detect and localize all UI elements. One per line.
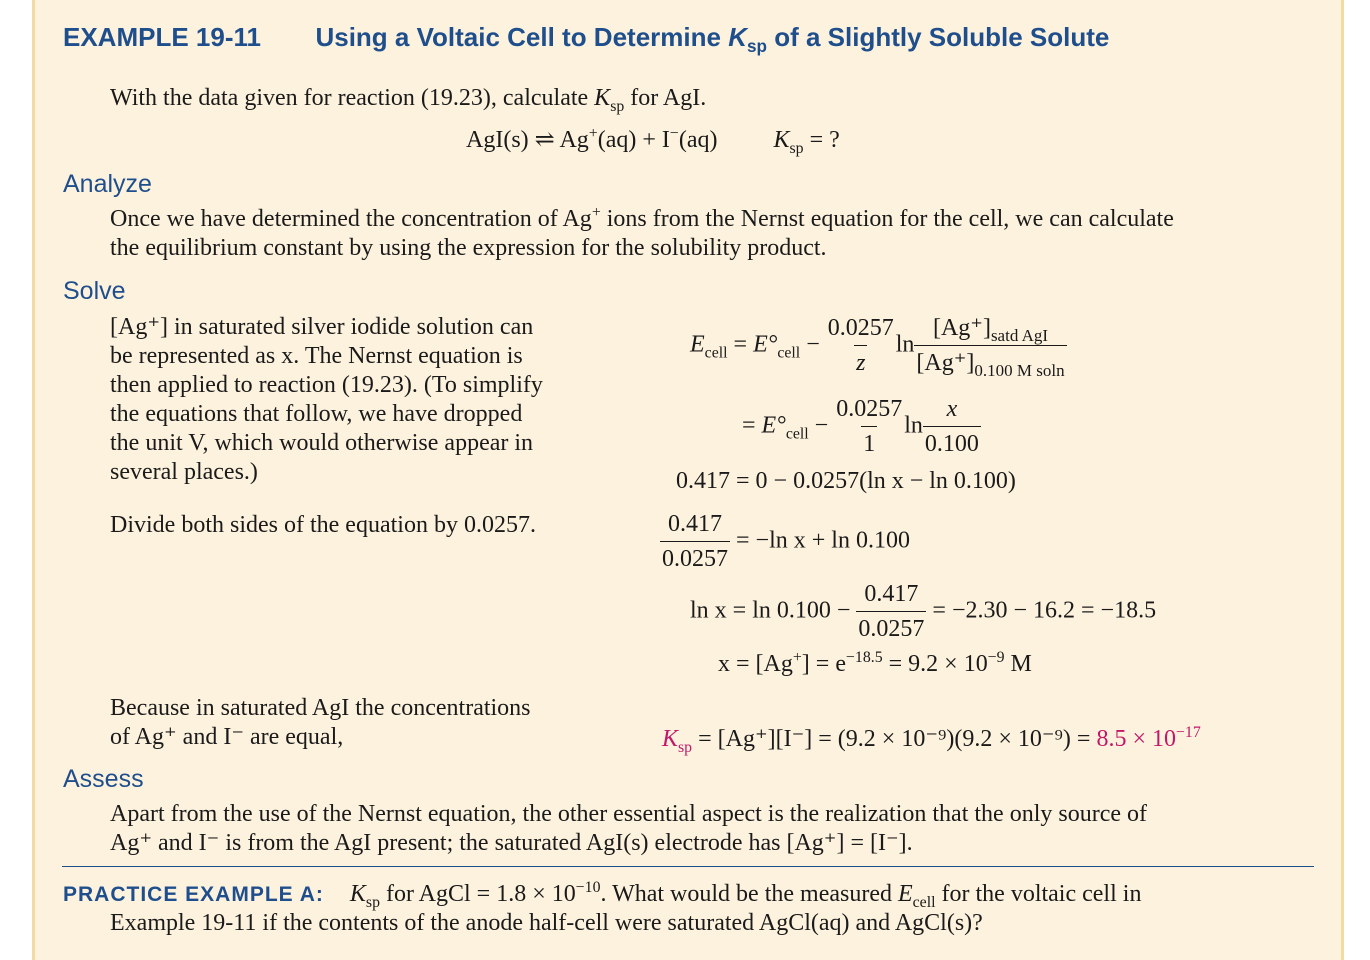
numeric-equation: 0.417 = 0 − 0.0257(ln x − ln 0.100)	[676, 468, 1016, 494]
practice-label: PRACTICE EXAMPLE A:	[63, 883, 324, 906]
nernst-substituted: = $E^\circ_{cell}$ − $\frac{0.0257}{1}$ ln $\frac{x}{0.100}$	[742, 396, 979, 457]
intro-text: With the data given for reaction (19.23), calculate $K_{sp}$ for AgI.	[110, 85, 707, 115]
section-divider	[62, 866, 1314, 867]
practice-example: PRACTICE EXAMPLE A: $K_{sp}$ for AgCl = $1.8 \times 10^{-10}$. What would be the measured $E_{cell}$ for the voltaic cell in Example 19-11 if the contents of the anode half-cell were saturated AgCl(aq) and AgCl(s)?	[63, 879, 1142, 936]
ag-concentration-result: $x = [Ag^+] = e^{-18.5} = 9.2 \times 10^{-9}$ M	[718, 649, 1032, 677]
divide-step-text: Divide both sides of the equation by 0.0257.	[110, 512, 536, 538]
divided-equation: $\frac{0.417}{0.0257}$ = −ln x + ln 0.100	[662, 511, 910, 572]
dissolution-reaction: AgI(s) ⇌ Ag+(aq) + I−(aq) $K_{sp}$ = ?	[466, 125, 840, 157]
solve-heading: Solve	[63, 277, 126, 305]
equilibrium-arrow-icon: ⇌	[534, 127, 555, 153]
solve-explanation: [Ag⁺] in saturated silver iodide solution can be represented as x. The Nernst equation is then applied to reaction (19.23). (To simplify the equations that follow, we have dropped the unit V, which would otherwise appear in several places.)	[110, 314, 543, 485]
nernst-equation: $E_{cell} = E^\circ_{cell}$ − $\frac{0.0257}{z}$ ln $\frac{[Ag^+]_{satd AgI}}{[Ag^+]_{0.100 M soln}}$	[690, 315, 1065, 380]
analyze-heading: Analyze	[63, 170, 152, 198]
example-header	[63, 20, 1110, 57]
ln-x-equation: ln x = ln 0.100 − $\frac{0.417}{0.0257}$ = −2.30 − 16.2 = −18.5	[690, 581, 1157, 642]
example-title: Using a Voltaic Cell to Determine $K_{sp}$ of a Slightly Soluble Solute	[315, 22, 1110, 57]
analyze-text: Once we have determined the concentration of Ag+ ions from the Nernst equation for the cell, we can calculate the equilibrium constant by using the expression for the solubility product.	[110, 204, 1174, 261]
assess-text: Apart from the use of the Nernst equation, the other essential aspect is the realization that the only source of Ag⁺ and I⁻ is from the AgI present; the saturated AgI(s) electrode has [Ag⁺] = [I⁻].	[110, 801, 1147, 856]
example-label: EXAMPLE 19-11	[63, 22, 261, 52]
assess-heading: Assess	[63, 765, 144, 793]
ksp-result: $K_{sp} = [Ag^+][I^-] = (9.2 \times 10^{-9})(9.2 \times 10^{-9}) = 8.5 \times 10^{-17}$	[662, 724, 1201, 756]
equal-concentration-text: Because in saturated AgI the concentrations of Ag⁺ and I⁻ are equal,	[110, 695, 531, 750]
